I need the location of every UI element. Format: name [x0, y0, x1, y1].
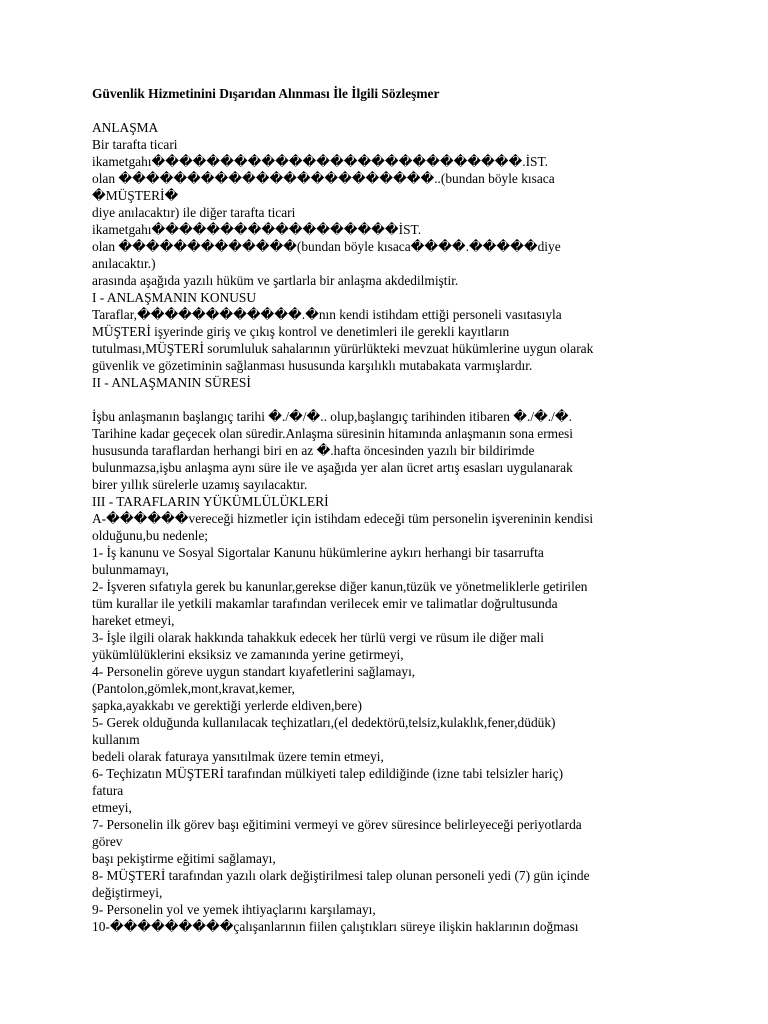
text-line: 8- MÜŞTERİ tarafından yazılı olark değiştirilmesi talep olunan personeli yedi (7) gün içinde: [92, 868, 590, 883]
text-line: 4- Personelin göreve uygun standart kıyafetlerini sağlamayı,: [92, 664, 416, 679]
text-line: MÜŞTERİ işyerinde giriş ve çıkış kontrol ve denetimleri ile gerekli kayıtların: [92, 324, 510, 339]
text-line: 5- Gerek olduğunda kullanılacak teçhizatları,(el dedektörü,telsiz,kulaklık,fener,düdük): [92, 715, 556, 730]
text-line: 2- İşveren sıfatıyla gerek bu kanunlar,gerekse diğer kanun,tüzük ve yönetmeliklerle getirilen: [92, 579, 588, 594]
text-line: ikametgahı���������������������������.İST.: [92, 154, 549, 169]
text-line: başı pekiştirme eğitimi sağlamayı,: [92, 851, 276, 866]
text-line: olan �����������������������..(bundan böyle kısaca: [92, 171, 555, 186]
text-line: II - ANLAŞMANIN SÜRESİ: [92, 375, 251, 390]
text-line: 3- İşle ilgili olarak hakkında tahakkuk edecek her türlü vergi ve rüsum ile diğer mali: [92, 630, 544, 645]
text-line: bedeli olarak faturaya yansıtılmak üzere temin etmeyi,: [92, 749, 384, 764]
text-line: arasında aşağıda yazılı hüküm ve şartlarla bir anlaşma akdedilmiştir.: [92, 273, 459, 288]
text-line: Taraflar,������������.�nın kendi istihdam ettiği personeli vasıtasıyla: [92, 307, 562, 322]
document-page: [92, 85, 692, 935]
document-title: Güvenlik Hizmetinini Dışarıdan Alınması İle İlgili Sözleşmer: [92, 86, 440, 101]
text-line: hususunda taraflardan herhangi biri en az �.hafta öncesinden yazılı bir bildirimde: [92, 443, 535, 458]
text-line: tüm kurallar ile yetkili makamlar tarafından verilecek emir ve talimatlar doğrultusunda: [92, 596, 558, 611]
text-line: diye anılacaktır) ile diğer tarafta ticari: [92, 205, 296, 220]
text-line: olduğunu,bu nedenle;: [92, 528, 209, 543]
text-line: III - TARAFLARIN YÜKÜMLÜLÜKLERİ: [92, 494, 329, 509]
text-line: �MÜŞTERİ�: [92, 188, 179, 203]
text-line: birer yıllık sürelerle uzamış sayılacaktır.: [92, 477, 308, 492]
text-line: güvenlik ve gözetiminin sağlanması hususunda karşılıklı mutabakata varmışlardır.: [92, 358, 533, 373]
text-line: hareket etmeyi,: [92, 613, 175, 628]
text-line: tutulması,MÜŞTERİ sorumluluk sahalarının yürürlükteki mevzuat hükümlerine uygun olarak: [92, 341, 594, 356]
text-line: kullanım: [92, 732, 140, 747]
text-line: 10-���������çalışanlarının fiilen çalıştıkları süreye ilişkin haklarının doğması: [92, 919, 579, 934]
text-line: A-������vereceği hizmetler için istihdam edeceği tüm personelin işvereninin kendisi: [92, 511, 594, 526]
text-line: ikametgahı������������������İST.: [92, 222, 422, 237]
text-line: Tarihine kadar geçecek olan süredir.Anlaşma süresinin hitamında anlaşmanın sona ermesi: [92, 426, 573, 441]
text-line: şapka,ayakkabı ve gerektiği yerlerde eldiven,bere): [92, 698, 362, 713]
text-line: bulunmamayı,: [92, 562, 169, 577]
text-line: İşbu anlaşmanın başlangıç tarihi �./�/�.. olup,başlangıç tarihinden itibaren �./�./�.: [92, 409, 572, 424]
text-line: etmeyi,: [92, 800, 132, 815]
text-line: 1- İş kanunu ve Sosyal Sigortalar Kanunu hükümlerine aykırı herhangi bir tasarrufta: [92, 545, 544, 560]
text-line: ANLAŞMA: [92, 120, 159, 135]
text-line: bulunmazsa,işbu anlaşma aynı süre ile ve aşağıda yer alan ücret artış esasları uygulanarak: [92, 460, 573, 475]
text-line: 7- Personelin ilk görev başı eğitimini vermeyi ve görev süresince belirleyeceği periyotlarda: [92, 817, 582, 832]
text-line: fatura: [92, 783, 124, 798]
text-line: 6- Teçhizatın MÜŞTERİ tarafından mülkiyeti talep edildiğinde (izne tabi telsizler hariç): [92, 766, 564, 781]
blank-line: [92, 102, 692, 119]
text-line: olan �������������(bundan böyle kısaca����.�����diye: [92, 239, 561, 254]
text-line: anılacaktır.): [92, 256, 156, 271]
text-line: (Pantolon,gömlek,mont,kravat,kemer,: [92, 681, 295, 696]
text-line: 9- Personelin yol ve yemek ihtiyaçlarını karşılamayı,: [92, 902, 376, 917]
text-line: I - ANLAŞMANIN KONUSU: [92, 290, 257, 305]
text-line: Bir tarafta ticari: [92, 137, 178, 152]
document-body: [92, 102, 692, 935]
blank-line: [92, 391, 692, 408]
text-line: değiştirmeyi,: [92, 885, 163, 900]
text-line: yükümlülüklerini eksiksiz ve zamanında yerine getirmeyi,: [92, 647, 404, 662]
text-line: görev: [92, 834, 123, 849]
